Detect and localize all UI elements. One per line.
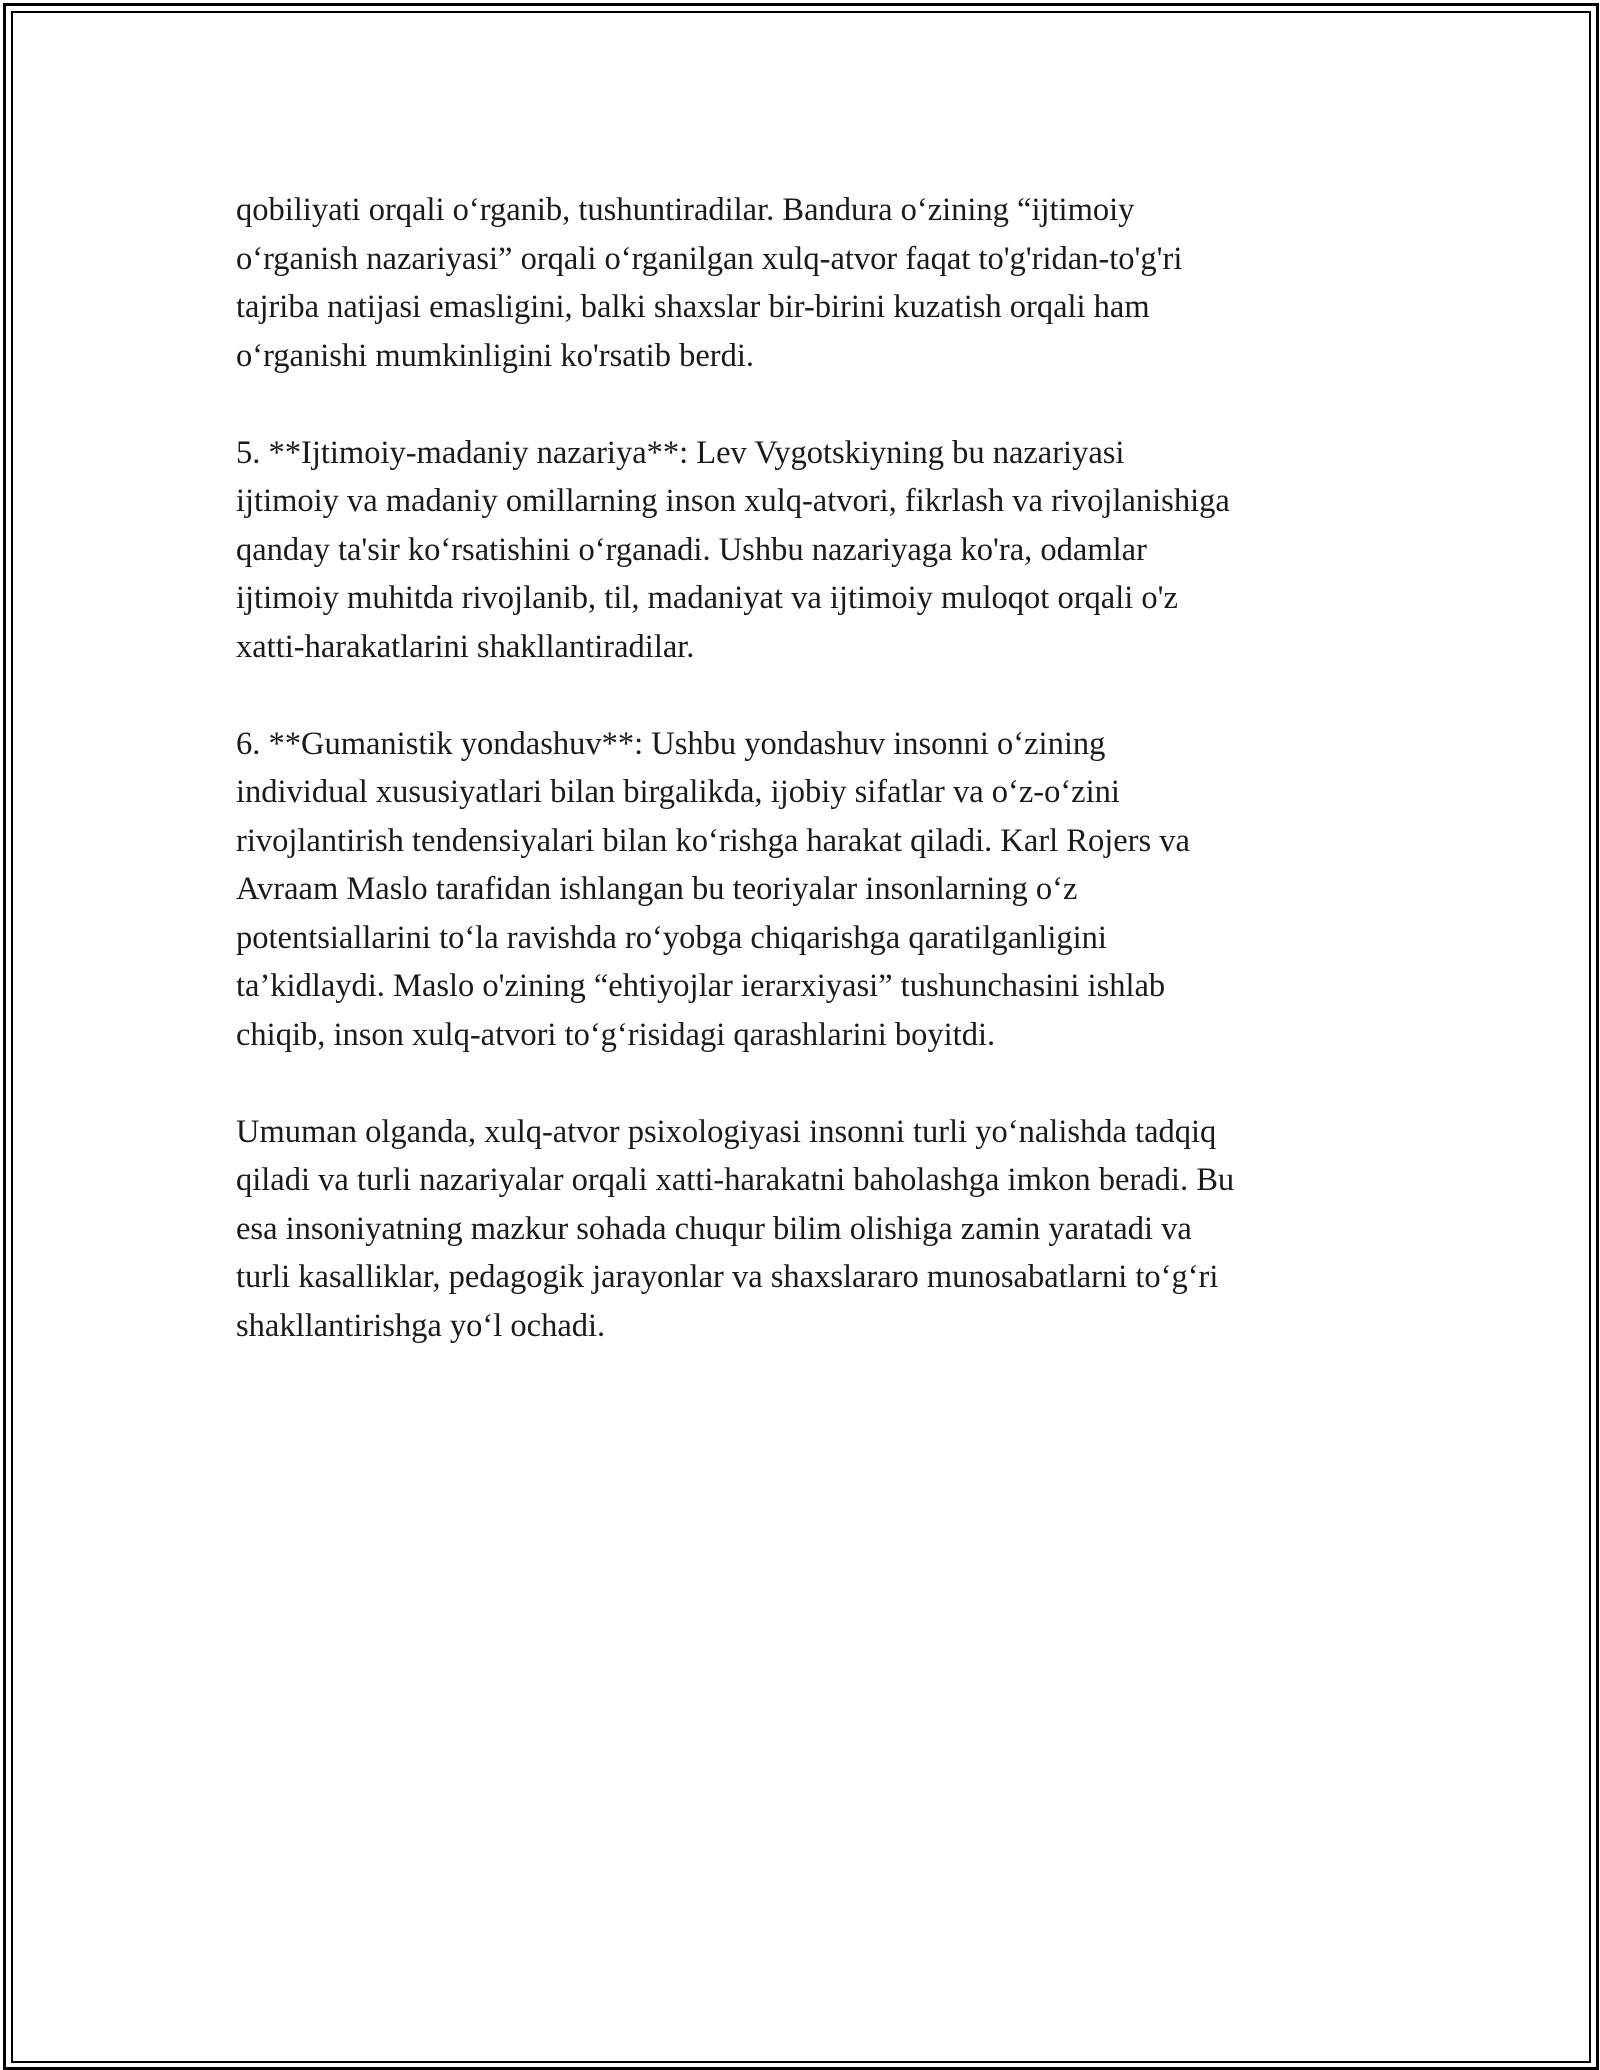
paragraph-humanistic-approach: 6. **Gumanistik yondashuv**: Ushbu yondashuv insonni o‘zining individual xususiyatlari bilan birgalikda, ijobiy sifatlar va o‘z-o‘zini rivojlantirish tendensiyalari bilan ko‘rishga harakat qiladi. Karl Rojers va Avraam Maslo tarafidan ishlangan bu teoriyalar insonlarning o‘z potentsiallarini to‘la ravishda ro‘yobga chiqarishga qaratilganligini ta’kidlaydi. Maslo o'zining “ehtiyojlar ierarxiyasi” tushunchasini ishlab chiqib, inson xulq-atvori to‘g‘risidagi qarashlarini boyitdi.: [236, 725, 1190, 1053]
paragraph-sociocultural-theory: 5. **Ijtimoiy-madaniy nazariya**: Lev Vygotskiyning bu nazariyasi ijtimoiy va madaniy omillarning inson xulq-atvori, fikrlash va rivojlanishiga qanday ta'sir ko‘rsatishini o‘rganadi. Ushbu nazariyaga ko'ra, odamlar ijtimoiy muhitda rivojlanib, til, madaniyat va ijtimoiy muloqot orqali o'z xatti-harakatlarini shakllantiradilar.: [236, 434, 1230, 665]
document-body: [236, 186, 1376, 1350]
paragraph-bandura-continuation: qobiliyati orqali o‘rganib, tushuntiradilar. Bandura o‘zining “ijtimoiy o‘rganish nazariyasi” orqali o‘rganilgan xulq-atvor faqat to'g'ridan-to'g'ri tajriba natijasi emasligini, balki shaxslar bir-birini kuzatish orqali ham o‘rganishi mumkinligini ko'rsatib berdi.: [236, 192, 1183, 374]
paragraph-conclusion: Umuman olganda, xulq-atvor psixologiyasi insonni turli yo‘nalishda tadqiq qiladi va turli nazariyalar orqali xatti-harakatni baholashga imkon beradi. Bu esa insoniyatning mazkur sohada chuqur bilim olishiga zamin yaratadi va turli kasalliklar, pedagogik jarayonlar va shaxslararo munosabatlarni to‘g‘ri shakllantirishga yo‘l ochadi.: [236, 1113, 1235, 1344]
